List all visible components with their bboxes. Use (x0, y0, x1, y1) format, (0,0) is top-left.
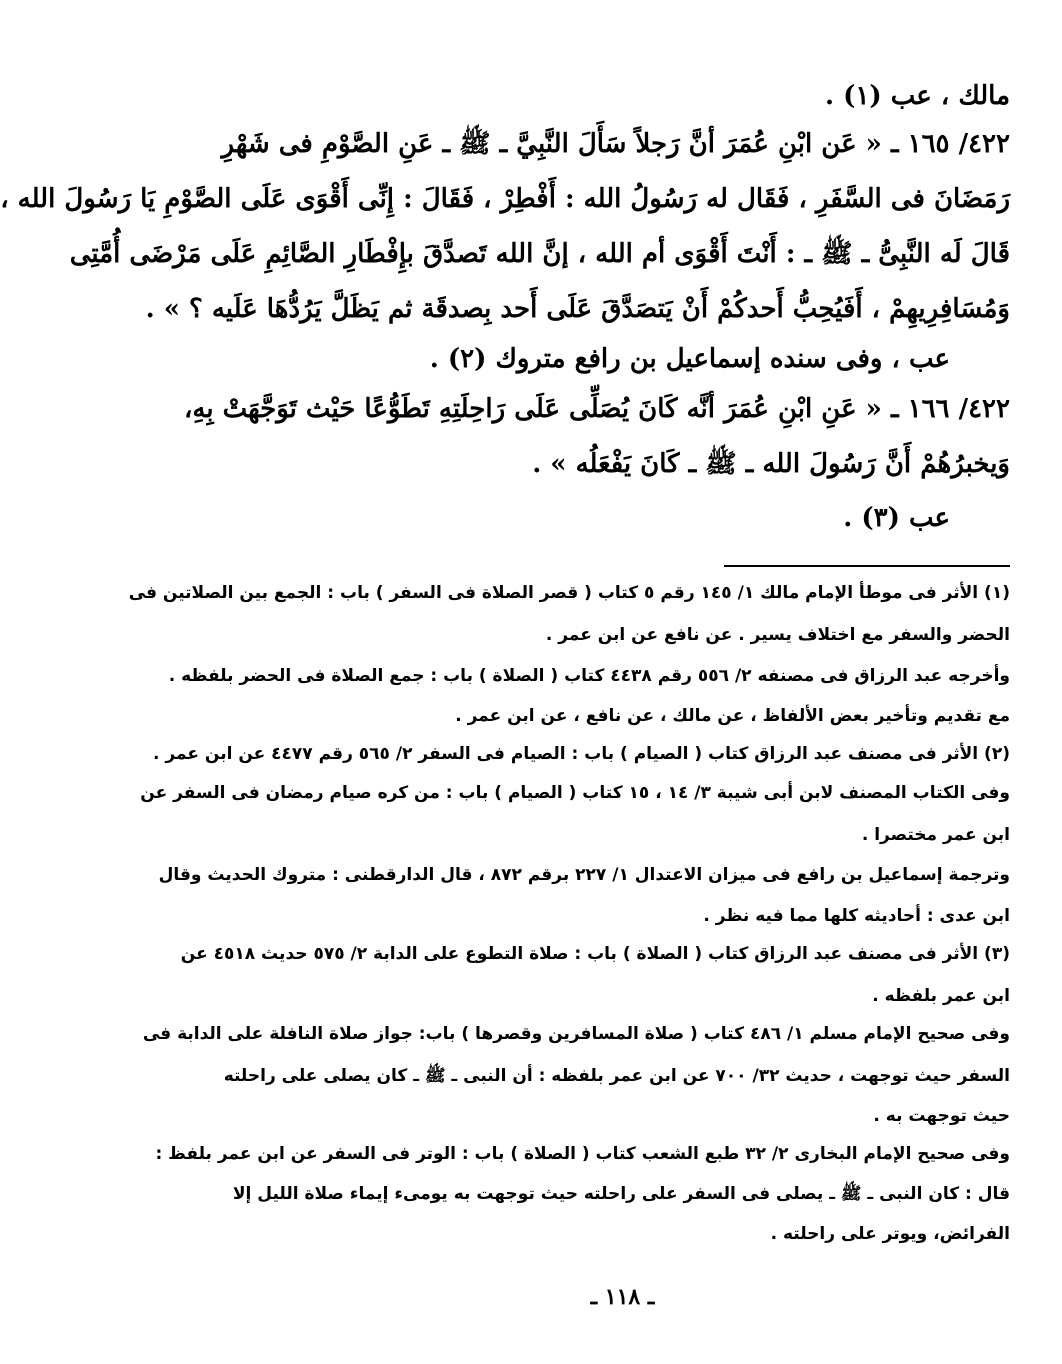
footnote-separator (724, 565, 1010, 567)
hadith-166-source: عب (٣) . (843, 503, 950, 533)
footnote-line: ابن عمر مختصرا . (861, 825, 1010, 845)
footnote-line: وأخرجه عبد الرزاق فى مصنفه ٢/ ٥٥٦ رقم ٤٤٣٨ كتاب ( الصلاة ) باب : جمع الصلاة فى الحضر بلفظه . (168, 666, 1010, 686)
footnote-line: مع تقديم وتأخير بعض الألفاظ ، عن مالك ، عن نافع ، عن ابن عمر . (455, 706, 1010, 726)
hadith-166-line-2: وَيخبرُهُمْ أَنَّ رَسُولَ الله ـ ﷺ ـ كَانَ يَفْعَلُه » . (532, 449, 1010, 479)
footnote-line: (٣) الأثر فى مصنف عبد الرزاق كتاب ( الصلاة ) باب : صلاة التطوع على الدابة ٢/ ٥٧٥ حديث ٤٥١٨ عن (180, 944, 1010, 964)
footnote-line: ابن عمر بلفظه . (872, 986, 1010, 1006)
footnote-line: الحضر والسفر مع اختلاف يسير . عن نافع عن ابن عمر . (545, 625, 1010, 645)
footnote-line: وفى صحيح الإمام مسلم ١/ ٤٨٦ كتاب ( صلاة المسافرين وقصرها ) باب: جواز صلاة النافلة على الدابة فى (142, 1024, 1010, 1044)
hadith-166-line-1: ٤٢٢/ ١٦٦ ـ « عَنِ ابْنِ عُمَرَ أنَّه كَانَ يُصَلِّى عَلَى رَاحِلَتِهِ تَطَوُّعًا حَيْث تَوَجَّهَتْ بِهِ، (183, 394, 1010, 424)
footnote-line: قال : كان النبى ـ ﷺ ـ يصلى فى السفر على راحلته حيث توجهت به يومىء إيماء صلاة الليل إلا (232, 1184, 1010, 1204)
footnote-line: وترجمة إسماعيل بن رافع فى ميزان الاعتدال ١/ ٢٢٧ برقم ٨٧٢ ، قال الدارقطنى : متروك الحديث وقال (158, 865, 1010, 885)
hadith-165-line-2: رَمَضَانَ فى السَّفَرِ ، فَقَال له رَسُولُ الله : أَفْطِرْ ، فَقَالَ : إِنِّى أَقْوَى عَلَى الصَّوْمِ يَا رَسُولَ الله ، (0, 184, 1010, 214)
hadith-165-line-4: وَمُسَافِرِيهِمْ ، أَفَيُحِبُّ أَحدكُمْ أَنْ يَتصَدَّقَ عَلَى أَحد بِصدقَة ثم يَظَلَّ يَرُدُّهَا عَلَيه ؟ » . (145, 294, 1010, 324)
footnote-line: ابن عدى : أحاديثه كلها مما فيه نظر . (703, 906, 1010, 926)
page-number: ـ ١١٨ ـ (590, 1284, 655, 1310)
footnote-line: (١) الأثر فى موطأ الإمام مالك ١/ ١٤٥ رقم ٥ كتاب ( قصر الصلاة فى السفر ) باب : الجمع بين الصلاتين فى (128, 583, 1010, 603)
footnote-line: السفر حيث توجهت ، حديث ٣٢/ ٧٠٠ عن ابن عمر بلفظه : أن النبى ـ ﷺ ـ كان يصلى على راحلته (223, 1066, 1010, 1086)
footnote-line: وفى صحيح الإمام البخارى ٢/ ٣٢ طبع الشعب كتاب ( الصلاة ) باب : الوتر فى السفر عن ابن عمر بلفظ : (155, 1144, 1010, 1164)
footnote-line: وفى الكتاب المصنف لابن أبى شيبة ٣/ ١٤ ، ١٥ كتاب ( الصيام ) باب : من كره صيام رمضان فى السفر عن (140, 783, 1010, 803)
footnote-line: (٢) الأثر فى مصنف عبد الرزاق كتاب ( الصيام ) باب : الصيام فى السفر ٢/ ٥٦٥ رقم ٤٤٧٧ عن ابن عمر . (153, 744, 1010, 764)
hadith-165-line-1: ٤٢٢/ ١٦٥ ـ « عَن ابْنِ عُمَرَ أنَّ رَجلاً سَأَلَ النَّبِيَّ ـ ﷺ ـ عَنِ الصَّوْمِ فى شَهْرِ (221, 129, 1010, 159)
footnote-line: حيث توجهت به . (873, 1106, 1010, 1126)
body-line-continuation: مالك ، عب (١) . (825, 81, 1010, 111)
hadith-165-line-3: قَالَ لَه النَّبِىُّ ـ ﷺ ـ : أَنْتَ أَقْوَى أم الله ، إنَّ الله تَصدَّقَ بإِفْطَارِ الصَّائِمِ عَلَى مَرْضَى أُمَّتِى (69, 239, 1010, 269)
footnote-line: الفرائض، ويوتر على راحلته . (770, 1224, 1010, 1244)
hadith-165-source: عب ، وفى سنده إسماعيل بن رافع متروك (٢) . (429, 344, 950, 374)
